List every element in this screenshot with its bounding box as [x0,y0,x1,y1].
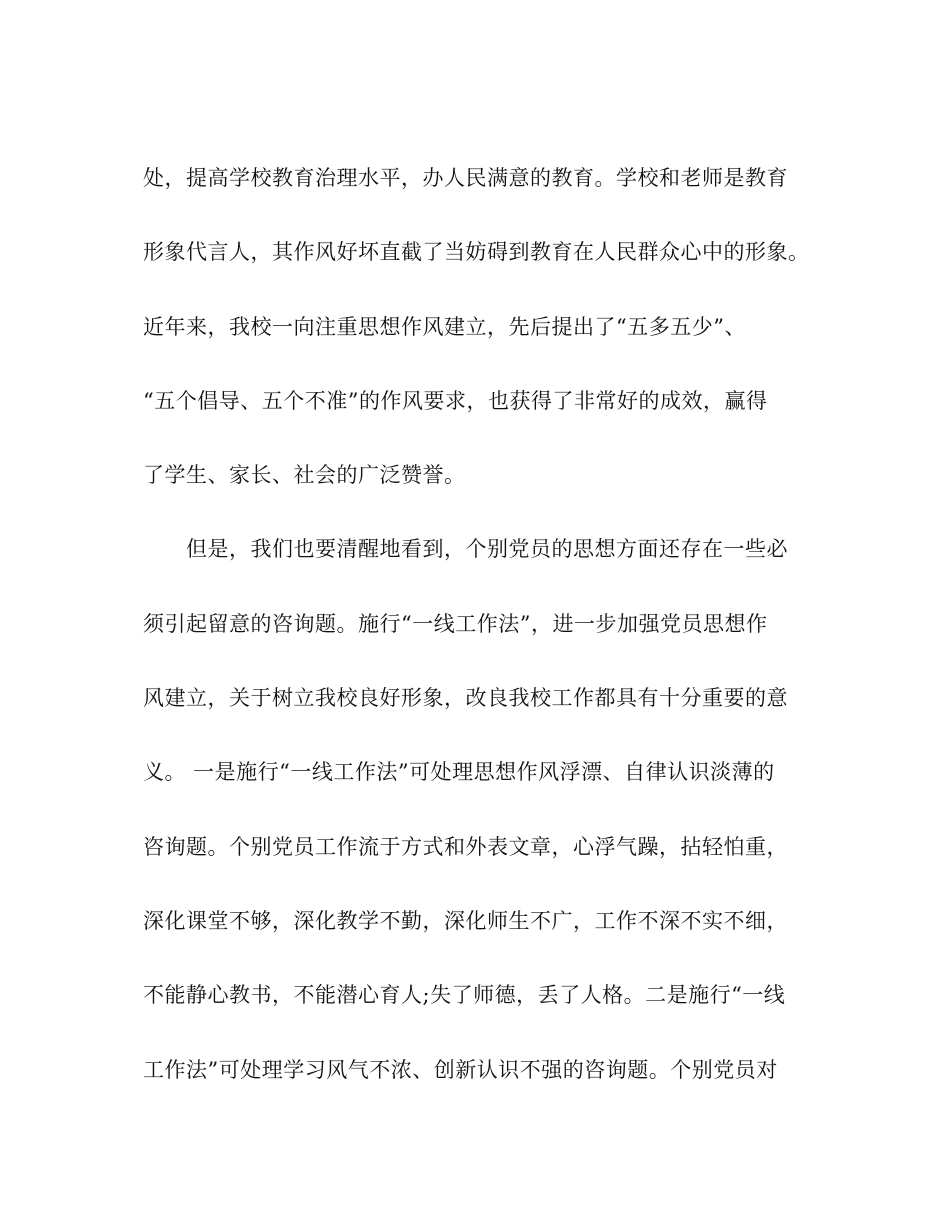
text-line: 深化课堂不够，深化教学不勤，深化师生不广，工作不深不实不细， [143,908,788,933]
text-line: “五个倡导、五个不准”的作风要求，也获得了非常好的成效，赢得 [143,388,768,413]
body-text [143,141,823,1107]
text-line: 工作法”可处理学习风气不浓、创新认识不强的咨询题。个别党员对 [143,1057,778,1082]
text-line: 不能静心教书，不能潜心育人;失了师德，丢了人格。二是施行“一线 [143,983,786,1008]
text-line: 近年来，我校一向注重思想作风建立，先后提出了“五多五少”、 [143,314,746,339]
text-line: 处，提高学校教育治理水平，办人民满意的教育。学校和老师是教育 [143,166,788,190]
text-line: 咨询题。个别党员工作流于方式和外表文章，心浮气躁，拈轻怕重， [143,834,788,859]
text-line: 但是，我们也要清醒地看到，个别党员的思想方面还存在一些必 [143,537,788,562]
text-line: 了学生、家长、社会的广泛赞誉。 [143,463,466,488]
text-line: 义。 一是施行“一线工作法”可处理思想作风浮漂、自律认识淡薄的 [143,760,775,785]
text-line: 须引起留意的咨询题。施行“一线工作法”，进一步加强党员思想作 [143,611,768,636]
text-line: 形象代言人，其作风好坏直截了当妨碍到教育在人民群众心中的形象。 [143,240,810,265]
text-line: 风建立，关于树立我校良好形象，改良我校工作都具有十分重要的意 [143,686,788,711]
